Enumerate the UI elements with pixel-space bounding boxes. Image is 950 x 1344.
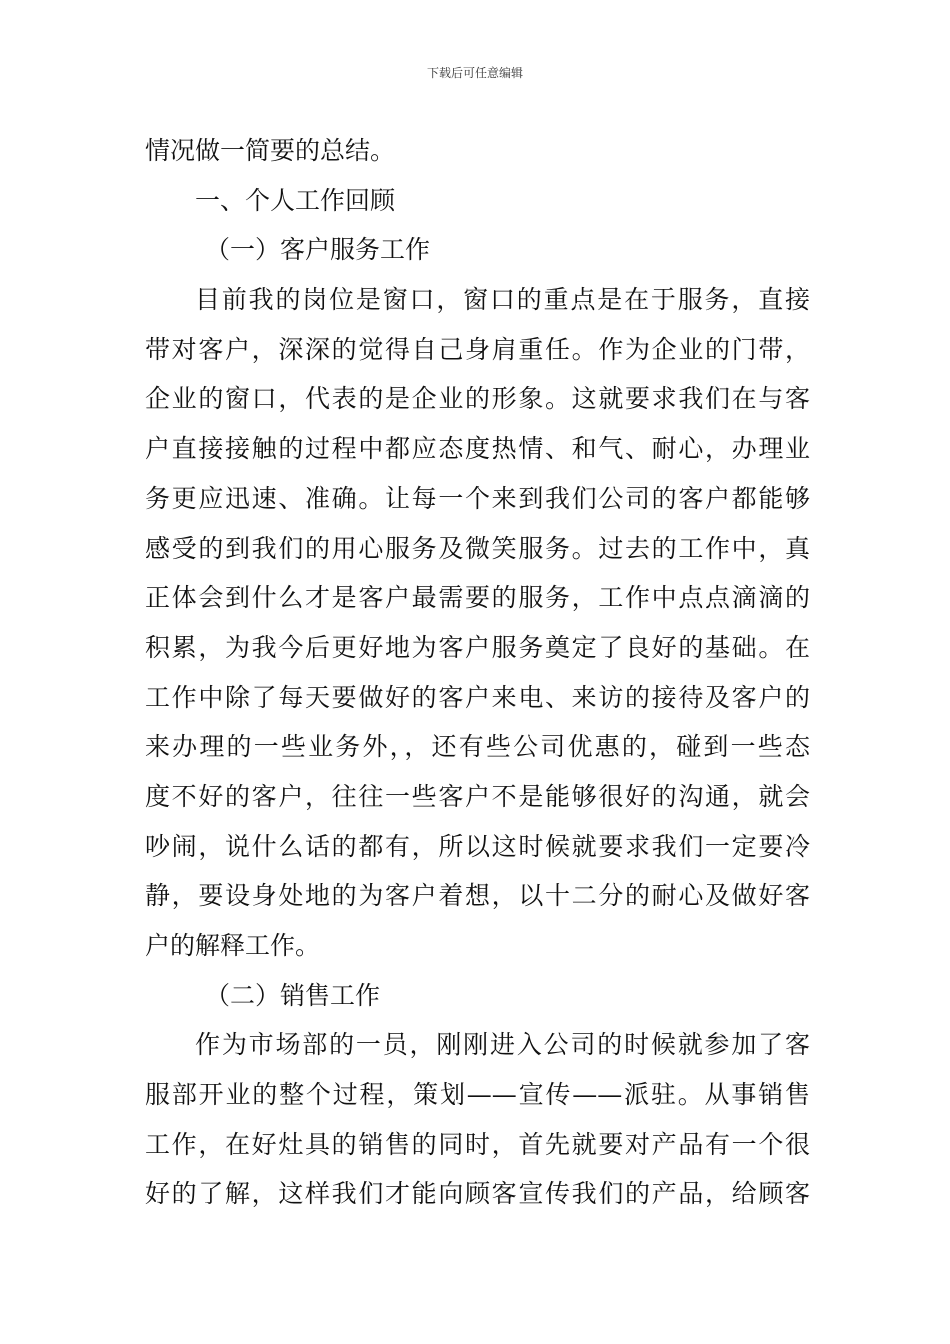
text-line: 正体会到什么才是客户最需要的服务，工作中点点滴滴的 bbox=[145, 583, 810, 613]
text-line: 工作，在好灶具的销售的同时，首先就要对产品有一个很 bbox=[145, 1129, 810, 1159]
text-line: 户直接接触的过程中都应态度热情、和气、耐心，办理业 bbox=[145, 434, 810, 464]
text-line: 来办理的一些业务外，，还有些公司优惠的，碰到一些态 bbox=[145, 732, 810, 762]
text-line: 积累，为我今后更好地为客户服务奠定了良好的基础。在 bbox=[145, 632, 810, 662]
text-line: 服部开业的整个过程，策划——宣传——派驻。从事销售 bbox=[145, 1080, 810, 1110]
text-line: 务更应迅速、准确。让每一个来到我们公司的客户都能够 bbox=[145, 483, 810, 513]
text-line: 度不好的客户，往往一些客户不是能够很好的沟通，就会 bbox=[145, 781, 810, 811]
text-line: 情况做一简要的总结。 bbox=[145, 136, 396, 165]
text-line: 好的了解，这样我们才能向顾客宣传我们的产品，给顾客 bbox=[145, 1179, 810, 1209]
text-line: 静，要设身处地的为客户着想，以十二分的耐心及做好客 bbox=[145, 881, 810, 911]
text-line: 一、个人工作回顾 bbox=[195, 185, 396, 215]
text-line: （二）销售工作 bbox=[205, 980, 381, 1010]
text-line: 带对客户，深深的觉得自己身肩重任。作为企业的门带， bbox=[145, 334, 810, 364]
text-line: 感受的到我们的用心服务及微笑服务。过去的工作中，真 bbox=[145, 533, 810, 563]
text-line: 工作中除了每天要做好的客户来电、来访的接待及客户的 bbox=[145, 682, 810, 712]
text-line: （一）客户服务工作 bbox=[205, 235, 431, 265]
page-header: 下载后可任意编辑 bbox=[426, 66, 523, 80]
text-line: 吵闹，说什么话的都有，所以这时候就要求我们一定要冷 bbox=[145, 831, 810, 861]
text-line: 户的解释工作。 bbox=[145, 931, 321, 960]
text-line: 企业的窗口，代表的是企业的形象。这就要求我们在与客 bbox=[145, 384, 810, 414]
body-text bbox=[145, 126, 810, 1219]
text-line: 目前我的岗位是窗口，窗口的重点是在于服务，直接 bbox=[195, 285, 810, 315]
text-line: 作为市场部的一员，刚刚进入公司的时候就参加了客 bbox=[195, 1030, 810, 1060]
